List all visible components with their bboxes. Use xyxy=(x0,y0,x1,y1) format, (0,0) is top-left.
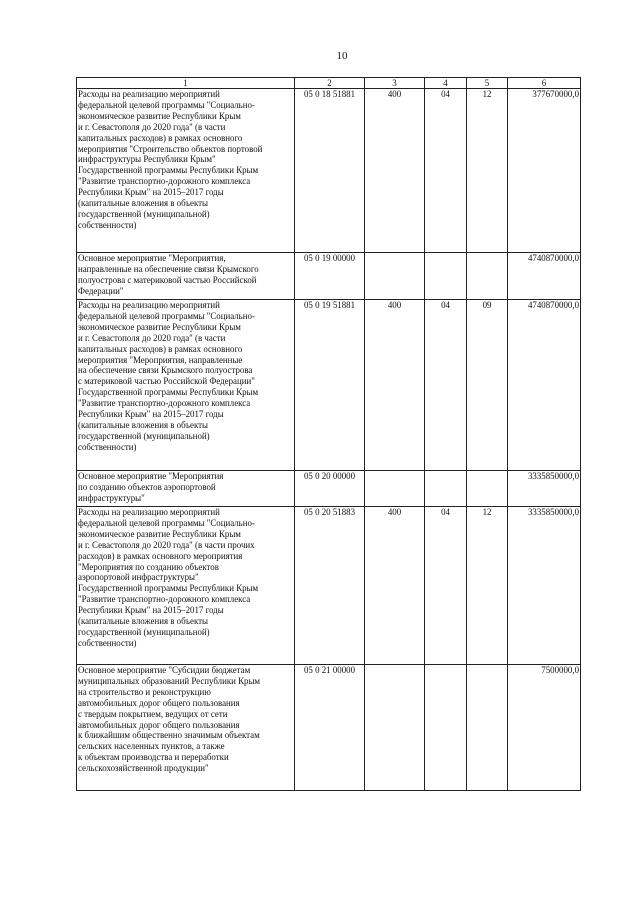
row-amount: 3335850000,0 xyxy=(508,507,581,665)
row-code: 05 0 19 51881 xyxy=(295,300,365,471)
row-name: Расходы на реализацию мероприятий федеральной целевой программы "Социально- экономическое развитие Республики Крым и г. Севастополя до 2020 года" (в части прочих расходов) в рамках основного мероприятия "Мероприятия по созданию объектов аэропортовой инфраструктуры" Государственной программы Республики Крым "Развитие транспортно-дорожного комплекса Республики Крым" на 2015–2017 годы (капитальные вложения в объекты государственной (муниципальной) собственности) xyxy=(77,507,295,665)
row-col-4: 04 xyxy=(425,300,467,471)
header-col-1: 1 xyxy=(77,78,295,89)
row-name: Расходы на реализацию мероприятий федеральной целевой программы "Социально- экономическое развитие Республики Крым и г. Севастополя до 2020 года" (в части капитальных расходов) в рамках основного мероприятия "Мероприятия, направленные на обеспечение связи Крымского полуострова с материковой частью Российской Федерации" Государственной программы Республики Крым "Развитие транспортно-дорожного комплекса Республики Крым" на 2015–2017 годы (капитальные вложения в объекты государственной (муниципальной) собственности) xyxy=(77,300,295,471)
row-col-3: 400 xyxy=(365,507,425,665)
row-name: Основное мероприятие "Мероприятия по созданию объектов аэропортовой инфраструктуры" xyxy=(77,471,295,507)
table-row xyxy=(77,89,581,253)
page-number: 10 xyxy=(336,50,348,62)
row-amount: 3335850000,0 xyxy=(508,471,581,507)
header-row xyxy=(77,78,581,89)
row-amount: 4740870000,0 xyxy=(508,253,581,300)
row-col-3 xyxy=(365,253,425,300)
row-col-4: 04 xyxy=(425,89,467,253)
row-col-4 xyxy=(425,253,467,300)
table-row xyxy=(77,471,581,507)
row-code: 05 0 20 51883 xyxy=(295,507,365,665)
header-col-3: 3 xyxy=(365,78,425,89)
row-name: Основное мероприятие "Субсидии бюджетам муниципальных образований Республики Крым на строительство и реконструкцию автомобильных дорог общего пользования с твердым покрытием, ведущих от сети автомобильных дорог общего пользования к ближайшим общественно значимым объектам сельских населенных пунктов, а также к объектам производства и переработки сельскохозяйственной продукции" xyxy=(77,665,295,791)
table-row xyxy=(77,253,581,300)
row-code: 05 0 18 51881 xyxy=(295,89,365,253)
header-col-5: 5 xyxy=(467,78,508,89)
row-col-4: 04 xyxy=(425,507,467,665)
row-col-5 xyxy=(467,665,508,791)
budget-table xyxy=(76,77,581,791)
row-amount: 7500000,0 xyxy=(508,665,581,791)
header-col-2: 2 xyxy=(295,78,365,89)
row-name: Основное мероприятие "Мероприятия, направленные на обеспечение связи Крымского полуострова с материковой частью Российской Федерации" xyxy=(77,253,295,300)
row-amount: 4740870000,0 xyxy=(508,300,581,471)
row-code: 05 0 20 00000 xyxy=(295,471,365,507)
table-row xyxy=(77,665,581,791)
table-row xyxy=(77,300,581,471)
row-code: 05 0 21 00000 xyxy=(295,665,365,791)
row-code: 05 0 19 00000 xyxy=(295,253,365,300)
row-name: Расходы на реализацию мероприятий федеральной целевой программы "Социально- экономическое развитие Республики Крым и г. Севастополя до 2020 года" (в части капитальных расходов) в рамках основного мероприятия "Строительство объектов портовой инфраструктуры Республики Крым" Государственной программы Республики Крым "Развитие транспортно-дорожного комплекса Республики Крым" на 2015–2017 годы (капитальные вложения в объекты государственной (муниципальной) собственности) xyxy=(77,89,295,253)
row-col-4 xyxy=(425,665,467,791)
row-col-5 xyxy=(467,471,508,507)
row-col-5: 12 xyxy=(467,89,508,253)
row-amount: 377670000,0 xyxy=(508,89,581,253)
header-col-4: 4 xyxy=(425,78,467,89)
header-col-6: 6 xyxy=(508,78,581,89)
row-col-5: 09 xyxy=(467,300,508,471)
row-col-3 xyxy=(365,665,425,791)
row-col-3: 400 xyxy=(365,89,425,253)
table-row xyxy=(77,507,581,665)
row-col-4 xyxy=(425,471,467,507)
row-col-5: 12 xyxy=(467,507,508,665)
row-col-5 xyxy=(467,253,508,300)
row-col-3: 400 xyxy=(365,300,425,471)
row-col-3 xyxy=(365,471,425,507)
